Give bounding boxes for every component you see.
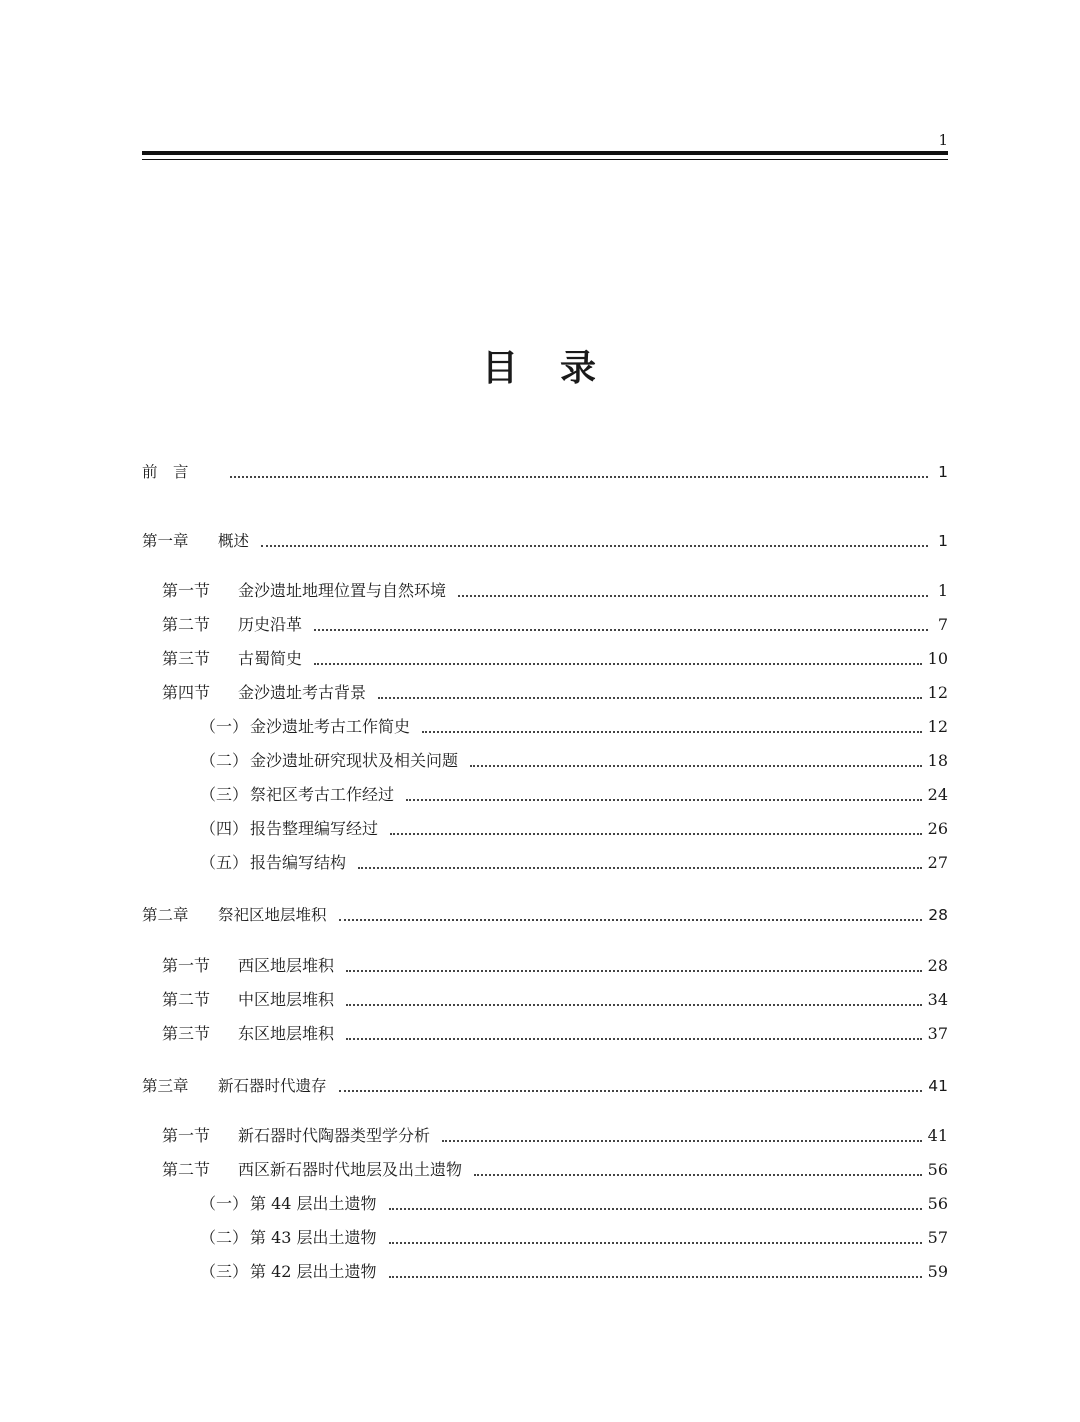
toc-leader-dots [314, 628, 928, 631]
toc-entry-label [162, 1023, 334, 1045]
toc-entry-sub[interactable] [142, 1189, 948, 1215]
toc-entry-label [162, 682, 366, 704]
toc-entry-label [162, 989, 334, 1011]
toc-entry-page: 10 [927, 649, 948, 668]
toc-entry-label [200, 852, 346, 874]
toc-entry-chapter[interactable] [142, 1071, 948, 1097]
toc-leader-dots [358, 866, 922, 869]
toc-leader-dots [389, 1275, 922, 1278]
toc-entry-section[interactable] [142, 644, 948, 670]
toc-entry-title: 新石器时代遗存 [218, 1077, 327, 1095]
toc-entry-label [200, 716, 410, 738]
toc-entry-number: （一） [200, 1194, 249, 1213]
toc-entry-title: 祭祀区地层堆积 [218, 906, 327, 924]
toc-entry-page: 41 [928, 1077, 948, 1095]
toc-entry-title: 报告编写结构 [250, 853, 347, 872]
toc-entry-label [200, 818, 378, 840]
toc-entry-number: （一） [200, 717, 249, 736]
page-number: 1 [938, 131, 948, 149]
toc-entry-page: 56 [927, 1194, 948, 1213]
toc-entry-title: 第 42 层出土遗物 [250, 1262, 377, 1281]
toc-leader-dots [458, 594, 928, 597]
header-rule-thick [142, 151, 948, 155]
toc-entry-title: 第 44 层出土遗物 [250, 1194, 377, 1213]
toc-leader-dots [470, 764, 922, 767]
toc-entry-chapter[interactable] [142, 900, 948, 926]
toc-entry-title: 东区地层堆积 [238, 1024, 335, 1043]
toc-entry-page: 56 [927, 1160, 948, 1179]
toc-entry-number: （二） [200, 751, 249, 770]
toc-entry-page: 1 [937, 581, 948, 600]
toc-entry-number: 第三节 [162, 649, 211, 668]
toc-entry-title: 金沙遗址地理位置与自然环境 [238, 581, 447, 600]
toc-entry-title: 金沙遗址考古背景 [238, 683, 367, 702]
toc-entry-title: 概述 [218, 532, 250, 550]
toc-entry-label [200, 750, 458, 772]
title-char-2: 录 [560, 347, 599, 389]
toc-entry-page: 37 [927, 1024, 948, 1043]
toc-leader-dots [422, 730, 922, 733]
toc-entry-page: 1 [938, 532, 948, 550]
toc-entry-page: 28 [927, 956, 948, 975]
toc-entry-number: 第一节 [162, 1126, 211, 1145]
toc-entry-section[interactable] [142, 1155, 948, 1181]
toc-entry-section[interactable] [142, 678, 948, 704]
toc-leader-dots [474, 1173, 922, 1176]
title-char-1: 目 [481, 347, 520, 389]
toc-entry-title: 金沙遗址考古工作简史 [250, 717, 411, 736]
toc-leader-dots [339, 1089, 923, 1092]
toc-entry-label [200, 1227, 377, 1249]
toc-entry-label [142, 530, 249, 552]
toc-entry-number: （五） [200, 853, 249, 872]
toc-leader-dots [390, 832, 922, 835]
toc-entry-title: 金沙遗址研究现状及相关问题 [250, 751, 459, 770]
toc-entry-sub[interactable] [142, 780, 948, 806]
toc-entry-number: 第三节 [162, 1024, 211, 1043]
toc-entry-label [162, 1159, 462, 1181]
toc-entry-label [162, 614, 302, 636]
toc-entry-sub[interactable] [142, 1257, 948, 1283]
toc-entry-sub[interactable] [142, 712, 948, 738]
toc-entry-title: 古蜀简史 [238, 649, 303, 668]
toc-entry-section[interactable] [142, 576, 948, 602]
toc-leader-dots [346, 1003, 922, 1006]
toc-entry-chapter[interactable] [142, 526, 948, 552]
toc-entry-page: 27 [927, 853, 948, 872]
toc-leader-dots [442, 1139, 922, 1142]
toc-leader-dots [346, 1037, 922, 1040]
toc-entry-title: 新石器时代陶器类型学分析 [238, 1126, 431, 1145]
toc-entry-section[interactable] [142, 985, 948, 1011]
toc-entry-sub[interactable] [142, 814, 948, 840]
toc-entry-page: 1 [938, 463, 948, 481]
toc-entry-number: （三） [200, 785, 249, 804]
toc-entry-sub[interactable] [142, 1223, 948, 1249]
toc-entry-title: 第 43 层出土遗物 [250, 1228, 377, 1247]
toc-entry-number: （二） [200, 1228, 249, 1247]
toc-entry-label [142, 904, 327, 926]
toc-leader-dots [314, 662, 922, 665]
toc-entry-page: 34 [927, 990, 948, 1009]
toc-entry-page: 28 [928, 906, 948, 924]
toc-entry-label [162, 648, 302, 670]
toc-entry-section[interactable] [142, 1121, 948, 1147]
toc-entry-number: 前 言 [142, 463, 189, 481]
toc-entry-label [200, 784, 394, 806]
toc-entry-number: 第一章 [142, 532, 189, 550]
toc-entry-page: 12 [927, 683, 948, 702]
toc-entry-label [162, 955, 334, 977]
toc-entry-page: 24 [927, 785, 948, 804]
toc-entry-number: 第一节 [162, 956, 211, 975]
toc-entry-number: 第二章 [142, 906, 189, 924]
toc-entry-page: 59 [927, 1262, 948, 1281]
toc-entry-sub[interactable] [142, 848, 948, 874]
toc-leader-dots [339, 918, 923, 921]
toc-entry-number: （四） [200, 819, 249, 838]
toc-entry-number: （三） [200, 1262, 249, 1281]
toc-entry-number: 第二节 [162, 990, 211, 1009]
toc-entry-page: 12 [927, 717, 948, 736]
toc-entry-label [200, 1193, 377, 1215]
toc-leader-dots [346, 969, 922, 972]
toc-entry-section[interactable] [142, 610, 948, 636]
toc-entry-number: 第一节 [162, 581, 211, 600]
toc-entry-number: 第二节 [162, 615, 211, 634]
toc-entry-number: 第四节 [162, 683, 211, 702]
toc-entry-page: 57 [927, 1228, 948, 1247]
page-title [0, 340, 1080, 396]
toc-entry-chapter[interactable] [142, 457, 948, 483]
toc-entry-number: 第二节 [162, 1160, 211, 1179]
toc-entry-title: 历史沿革 [238, 615, 303, 634]
toc-entry-section[interactable] [142, 951, 948, 977]
toc-leader-dots [378, 696, 922, 699]
toc-entry-label [200, 1261, 377, 1283]
toc-leader-dots [389, 1207, 922, 1210]
header-rule-thin [142, 159, 948, 160]
toc-entry-title: 西区新石器时代地层及出土遗物 [238, 1160, 463, 1179]
toc-entry-label [162, 580, 446, 602]
toc-entry-page: 26 [927, 819, 948, 838]
toc-entry-page: 7 [937, 615, 948, 634]
toc-leader-dots [389, 1241, 922, 1244]
toc-entry-section[interactable] [142, 1019, 948, 1045]
toc-entry-number: 第三章 [142, 1077, 189, 1095]
toc-entry-page: 18 [927, 751, 948, 770]
toc-entry-sub[interactable] [142, 746, 948, 772]
toc-entry-title: 西区地层堆积 [238, 956, 335, 975]
toc-entry-label [162, 1125, 430, 1147]
toc-leader-dots [230, 475, 928, 478]
toc-entry-title: 中区地层堆积 [238, 990, 335, 1009]
toc-entry-label [142, 1075, 327, 1097]
toc-leader-dots [261, 544, 928, 547]
toc-entry-page: 41 [927, 1126, 948, 1145]
toc-entry-title: 祭祀区考古工作经过 [250, 785, 395, 804]
toc-leader-dots [406, 798, 922, 801]
toc-entry-title: 报告整理编写经过 [250, 819, 379, 838]
toc-entry-label [142, 461, 218, 483]
